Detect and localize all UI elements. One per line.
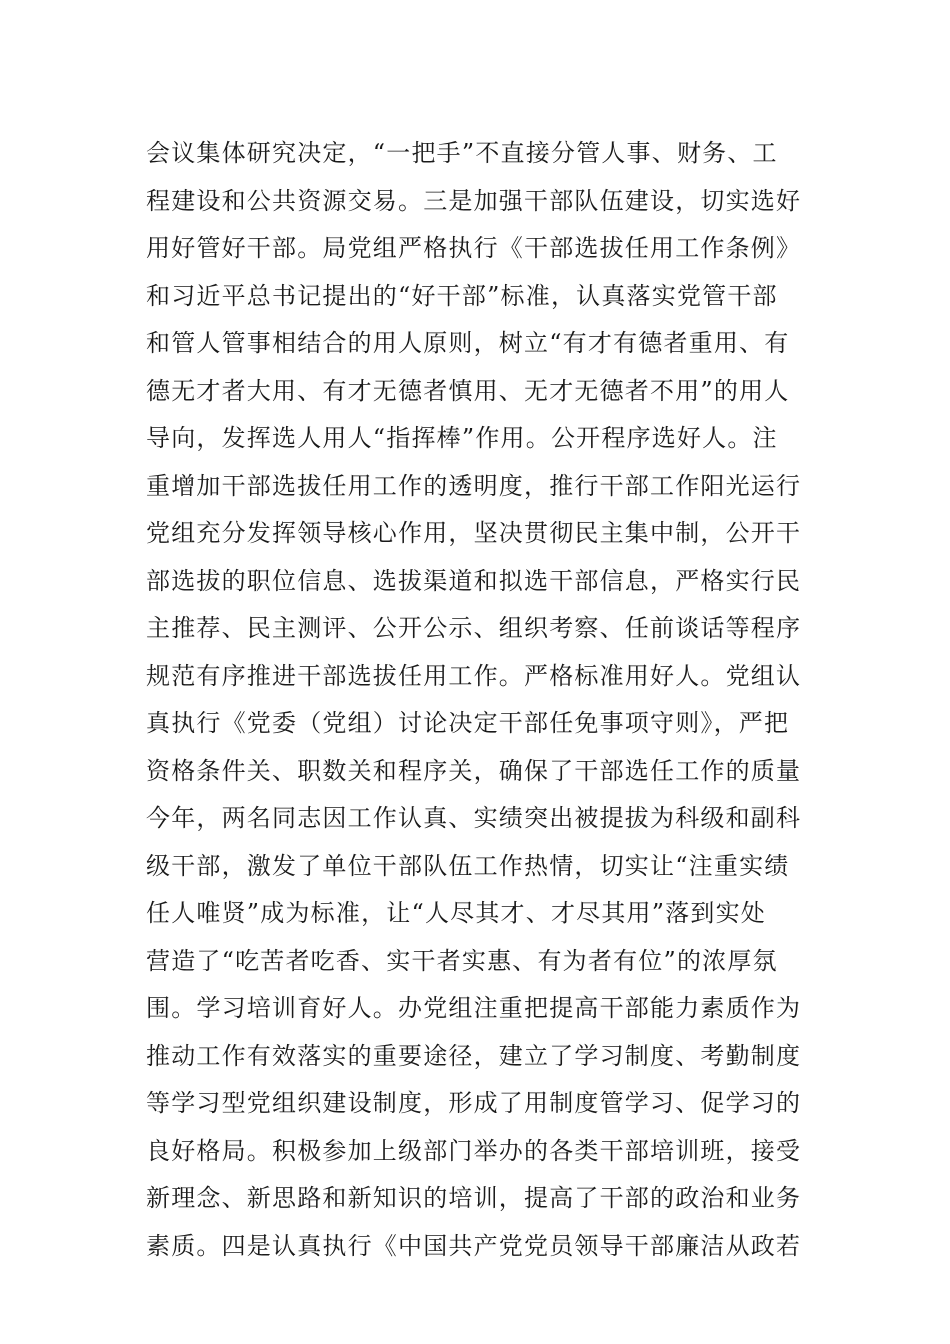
text-line: 新理念、新思路和新知识的培训，提高了干部的政治和业务 bbox=[146, 1184, 802, 1212]
text-line: 党组充分发挥领导核心作用，坚决贯彻民主集中制，公开干 bbox=[146, 519, 802, 547]
text-line: 和管人管事相结合的用人原则，树立“有才有德者重用、有 bbox=[146, 329, 790, 357]
text-line: 导向，发挥选人用人“指挥棒”作用。公开程序选好人。注 bbox=[146, 424, 778, 452]
text-line: 推动工作有效落实的重要途径，建立了学习制度、考勤制度 bbox=[146, 1041, 802, 1070]
text-line: 围。学习培训育好人。办党组注重把提高干部能力素质作为 bbox=[146, 994, 802, 1022]
text-line: 会议集体研究决定，“一把手”不直接分管人事、财务、工 bbox=[146, 139, 778, 167]
text-line: 素质。四是认真执行《中国共产党党员领导干部廉洁从政若 bbox=[146, 1231, 802, 1260]
text-line: 资格条件关、职数关和程序关，确保了干部选任工作的质量 bbox=[146, 756, 802, 785]
text-line: 重增加干部选拔任用工作的透明度，推行干部工作阳光运行 bbox=[146, 471, 802, 500]
text-line: 良好格局。积极参加上级部门举办的各类干部培训班，接受 bbox=[146, 1136, 802, 1165]
text-line: 今年，两名同志因工作认真、实绩突出被提拔为科级和副科 bbox=[146, 804, 802, 832]
text-line: 用好管好干部。局党组严格执行《干部选拔任用工作条例》 bbox=[146, 234, 802, 262]
text-line: 和习近平总书记提出的“好干部”标准，认真落实党管干部 bbox=[146, 281, 778, 310]
body-text bbox=[146, 130, 816, 1270]
text-line: 德无才者大用、有才无德者慎用、无才无德者不用”的用人 bbox=[146, 376, 790, 405]
text-line: 任人唯贤”成为标准，让“人尽其才、才尽其用”落到实处 bbox=[146, 899, 767, 927]
text-line: 营造了“吃苦者吃香、实干者实惠、有为者有位”的浓厚氛 bbox=[146, 946, 778, 975]
text-line: 规范有序推进干部选拔任用工作。严格标准用好人。党组认 bbox=[146, 661, 802, 690]
text-line: 部选拔的职位信息、选拔渠道和拟选干部信息，严格实行民 bbox=[146, 566, 802, 595]
text-line: 等学习型党组织建设制度，形成了用制度管学习、促学习的 bbox=[146, 1089, 802, 1117]
text-line: 程建设和公共资源交易。三是加强干部队伍建设，切实选好 bbox=[146, 186, 802, 215]
text-line: 真执行《党委（党组）讨论决定干部任免事项守则》，严把 bbox=[146, 709, 790, 737]
text-line: 主推荐、民主测评、公开公示、组织考察、任前谈话等程序 bbox=[146, 614, 802, 642]
text-line: 级干部，激发了单位干部队伍工作热情，切实让“注重实绩 bbox=[146, 851, 790, 880]
